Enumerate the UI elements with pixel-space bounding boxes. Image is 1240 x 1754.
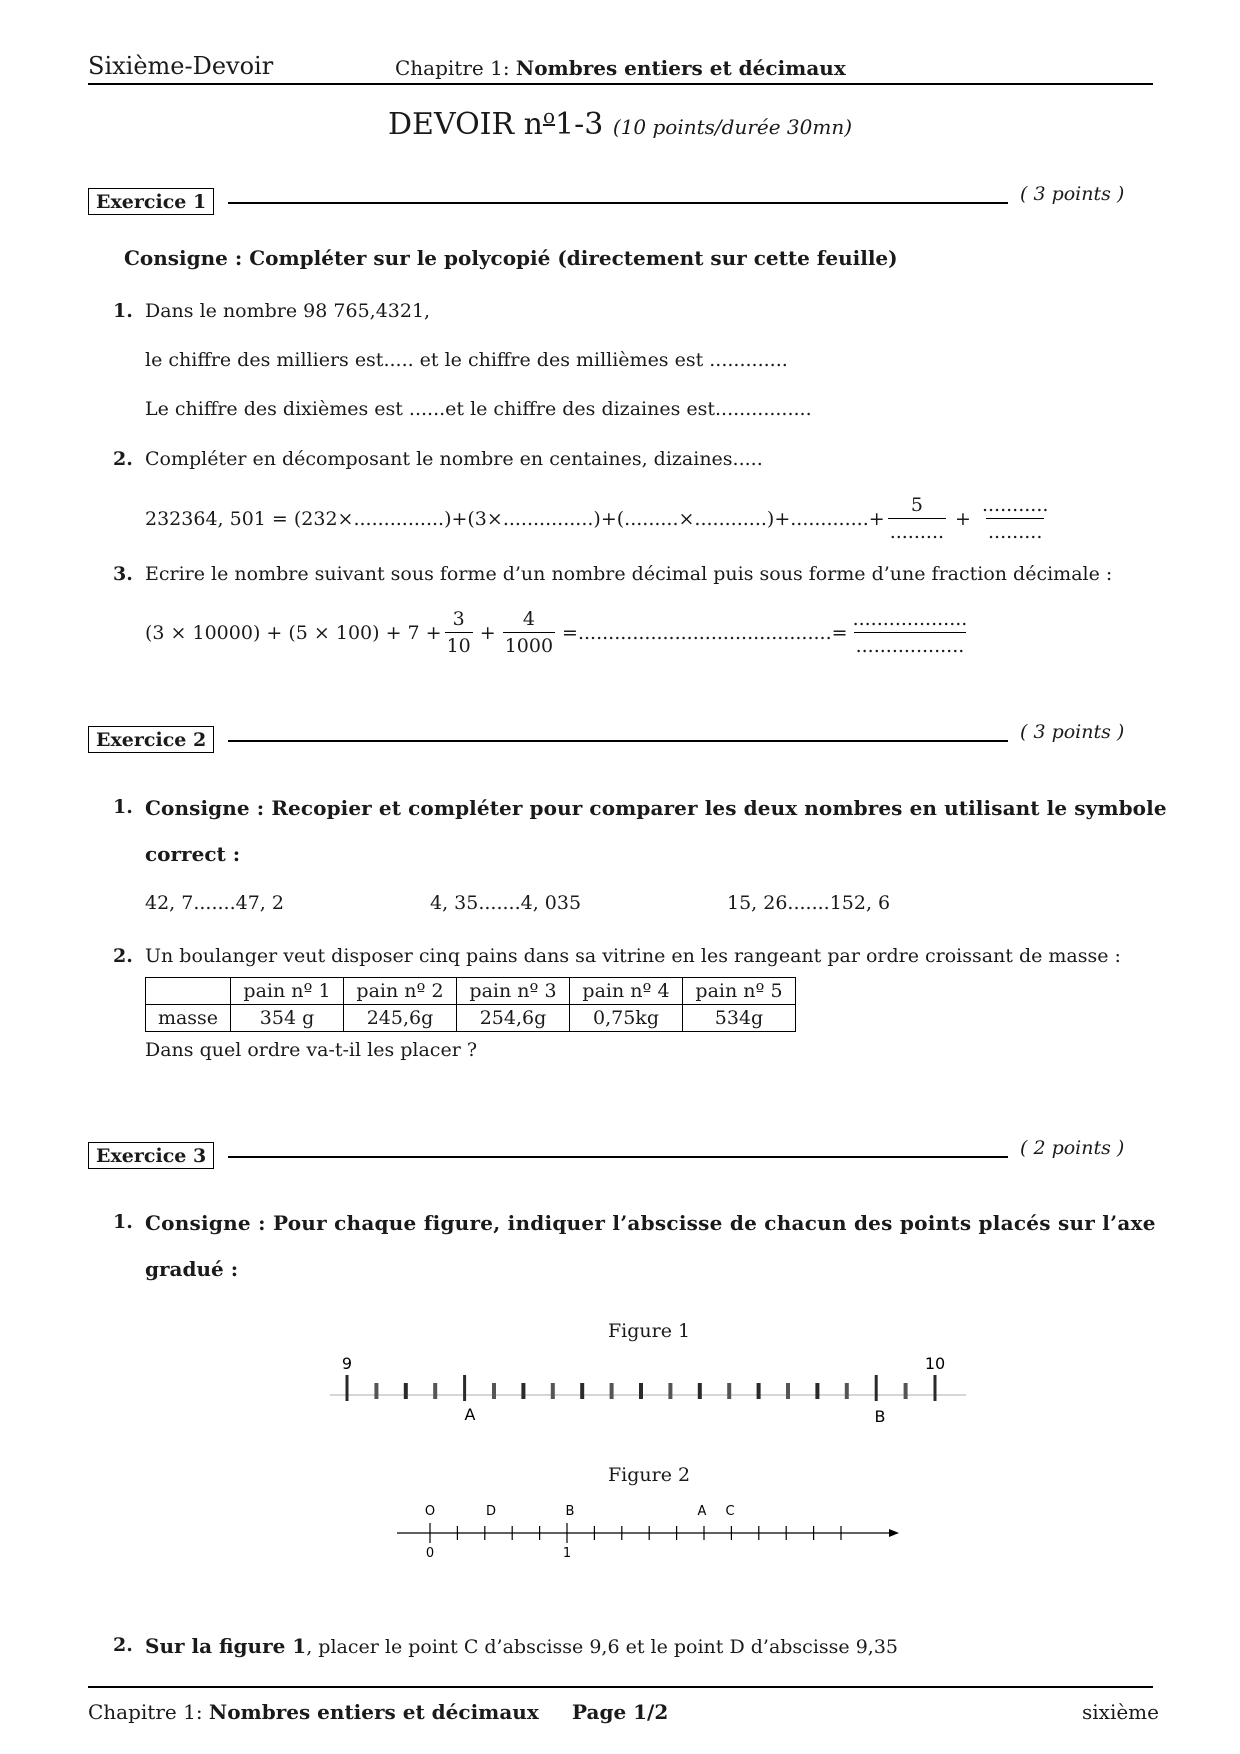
ex1-q3-frac2-num: 4 [522, 608, 535, 630]
ex3-q2-bold: Sur la figure 1 [145, 1634, 307, 1658]
figure2-label-A: A [697, 1504, 707, 1519]
figure1-ticks [346, 1375, 937, 1401]
title-main: DEVOIR n [388, 107, 543, 142]
ex1-q3-frac2 [503, 608, 555, 657]
exercise1-line [228, 202, 1008, 204]
header-left [88, 52, 273, 80]
figure1-tick [668, 1383, 672, 1399]
ex1-q1-text: Dans le nombre 98 765,4321, [145, 300, 431, 322]
ex3-q2-line [145, 1634, 898, 1658]
header-chapter-prefix: Chapitre 1: [395, 56, 510, 80]
figure1-tick [551, 1383, 555, 1399]
footer-right: sixième [1082, 1700, 1159, 1724]
ex1-q3-frac1-den: 10 [445, 632, 473, 657]
figure2-label-zero: 0 [425, 1546, 435, 1561]
ex1-q2-text: Compléter en décomposant le nombre en centaines, dizaines..... [145, 448, 763, 470]
ex1-q3-text: Ecrire le nombre suivant sous forme d’un nombre décimal puis sous forme d’une fraction décimale : [145, 563, 1113, 585]
table-cell: pain nº 2 [344, 978, 457, 1005]
table-row [146, 1005, 796, 1032]
footer-rule [88, 1686, 1153, 1688]
figure1-axis [330, 1345, 970, 1425]
header-chapter-title: Nombres entiers et décimaux [515, 56, 846, 80]
table-cell: masse [146, 1005, 231, 1032]
figure1-tick [404, 1383, 408, 1399]
table-cell: pain nº 4 [570, 978, 683, 1005]
figure1-tick [904, 1383, 908, 1399]
ex1-q2-plus: + [955, 507, 971, 530]
figure1-tick [580, 1383, 584, 1399]
figure1-label-end: 10 [924, 1354, 946, 1373]
ex1-q3-number: 3. [113, 563, 133, 585]
ex1-q3-frac1-num: 3 [452, 608, 465, 630]
ex1-q3-expr: (3 × 10000) + (5 × 100) + 7 + [145, 621, 442, 644]
footer-chapter [88, 1700, 539, 1724]
table-cell: 0,75kg [570, 1005, 683, 1032]
exercise2-line [228, 740, 1008, 742]
figure1-tick [786, 1383, 790, 1399]
ex2-q2-question: Dans quel ordre va-t-il les placer ? [145, 1039, 477, 1061]
ex3-q2-text: , placer le point C d’abscisse 9,6 et le point D d’abscisse 9,35 [306, 1636, 898, 1658]
ex1-q2-expression [145, 494, 1053, 543]
header-chapter [395, 56, 846, 80]
ex1-q2-frac1-num: 5 [910, 494, 923, 516]
ex2-q2-text: Un boulanger veut disposer cinq pains dans sa vitrine en les rangeant par ordre croissant de masse : [145, 945, 1121, 967]
figure1-tick [346, 1375, 349, 1401]
ex1-q2-frac2-num: ........... [981, 494, 1049, 516]
footer-chapter-prefix: Chapitre 1: [88, 1700, 203, 1724]
ex2-q1-consigne-a: Consigne : Recopier et compléter pour comparer les deux nombres en utilisant le symbole [145, 796, 1167, 820]
table-cell: 534g [683, 1005, 796, 1032]
ex1-q3-frac1 [445, 608, 473, 657]
ex3-q2-number: 2. [113, 1634, 133, 1656]
figure2-arrow-icon [889, 1529, 899, 1537]
figure2-label-B: B [565, 1504, 575, 1519]
footer-chapter-title: Nombres entiers et décimaux [208, 1700, 539, 1724]
exercise3-line [228, 1156, 1008, 1158]
ex1-q2-number: 2. [113, 448, 133, 470]
figure1-tick [521, 1383, 525, 1399]
ex2-q2-number: 2. [113, 945, 133, 967]
table-cell: 254,6g [457, 1005, 570, 1032]
ex1-q1-line2: le chiffre des milliers est..... et le chiffre des millièmes est ............. [145, 349, 788, 371]
table-cell: pain nº 1 [231, 978, 344, 1005]
figure2-label-O: O [424, 1504, 436, 1519]
table-cell: pain nº 5 [683, 978, 796, 1005]
ex1-q3-frac3 [851, 608, 970, 657]
figure1-tick [639, 1383, 643, 1399]
ex3-q1-consigne-a: Consigne : Pour chaque figure, indiquer l’abscisse de chacun des points placés sur l’axe [145, 1211, 1156, 1235]
figure1-tick [492, 1383, 496, 1399]
ex1-q1-line3: Le chiffre des dixièmes est ......et le chiffre des dizaines est................ [145, 398, 812, 420]
footer-page-number: Page 1/2 [572, 1700, 669, 1724]
figure1-tick [757, 1383, 761, 1399]
ex1-q2-frac1-den: ......... [888, 518, 946, 543]
figure1-caption: Figure 1 [608, 1320, 691, 1342]
title-subtitle: (10 points/durée 30mn) [612, 115, 853, 139]
figure1-tick [463, 1375, 466, 1401]
ex1-q3-equals: =..........................................= [562, 621, 848, 644]
table-cell: 245,6g [344, 1005, 457, 1032]
figure1-tick [934, 1375, 937, 1401]
figure1-tick [374, 1383, 378, 1399]
exercise2-label: Exercice 2 [88, 726, 214, 753]
ex3-q1-number: 1. [113, 1211, 133, 1233]
figure1-tick [845, 1383, 849, 1399]
exercise1-points: ( 3 points ) [1020, 183, 1125, 205]
table-cell: pain nº 3 [457, 978, 570, 1005]
comparison-1: 42, 7.......47, 2 [145, 892, 284, 914]
figure1-tick [727, 1383, 731, 1399]
ex1-q3-expression [145, 608, 972, 657]
exercise3-points: ( 2 points ) [1020, 1137, 1125, 1159]
figure1-label-start: 9 [341, 1354, 353, 1373]
title-number: 1-3 [555, 107, 604, 142]
ex1-q3-frac2-den: 1000 [503, 632, 555, 657]
exercise3-label: Exercice 3 [88, 1142, 214, 1169]
figure1-label-B: B [874, 1407, 886, 1425]
title-degree: o [542, 104, 556, 128]
header-rule [88, 83, 1153, 85]
figure2-label-C: C [725, 1504, 735, 1519]
exercise1-consigne: Consigne : Compléter sur le polycopié (directement sur cette feuille) [124, 246, 898, 270]
header-left-text: Sixième-Devoir [88, 52, 274, 80]
comparison-2: 4, 35.......4, 035 [430, 892, 582, 914]
figure1-tick [698, 1383, 702, 1399]
figure2-caption: Figure 2 [608, 1464, 691, 1486]
table-cell [146, 978, 231, 1005]
ex1-q2-frac1 [888, 494, 946, 543]
figure1-tick [610, 1383, 614, 1399]
table-cell: 354 g [231, 1005, 344, 1032]
figure1-tick [433, 1383, 437, 1399]
ex1-q3-frac3-num: ................... [852, 608, 968, 630]
table-row [146, 978, 796, 1005]
bread-table [145, 977, 796, 1032]
exercise2-points: ( 3 points ) [1020, 721, 1125, 743]
ex1-q1-number: 1. [113, 300, 133, 322]
exercise1-label: Exercice 1 [88, 188, 214, 215]
ex2-q1-number: 1. [113, 796, 133, 818]
ex1-q3-plus: + [479, 621, 496, 644]
figure1-tick [875, 1375, 878, 1401]
figure2-label-D: D [485, 1504, 497, 1519]
ex1-q2-expr: 232364, 501 = (232×...............)+(3×...............)+(.........×............)+.............+ [145, 507, 885, 530]
ex1-q2-frac2-den: ......... [986, 518, 1044, 543]
ex1-q2-frac2 [980, 494, 1050, 543]
comparison-3: 15, 26.......152, 6 [727, 892, 891, 914]
ex1-q3-frac3-den: .................. [854, 632, 967, 657]
page-title [388, 104, 852, 142]
figure1-tick [815, 1383, 819, 1399]
figure1-label-A: A [464, 1405, 476, 1424]
figure2-axis [395, 1495, 915, 1565]
ex2-q1-consigne-b: correct : [145, 842, 241, 866]
ex3-q1-consigne-b: gradué : [145, 1257, 239, 1281]
figure2-label-one: 1 [562, 1546, 572, 1561]
